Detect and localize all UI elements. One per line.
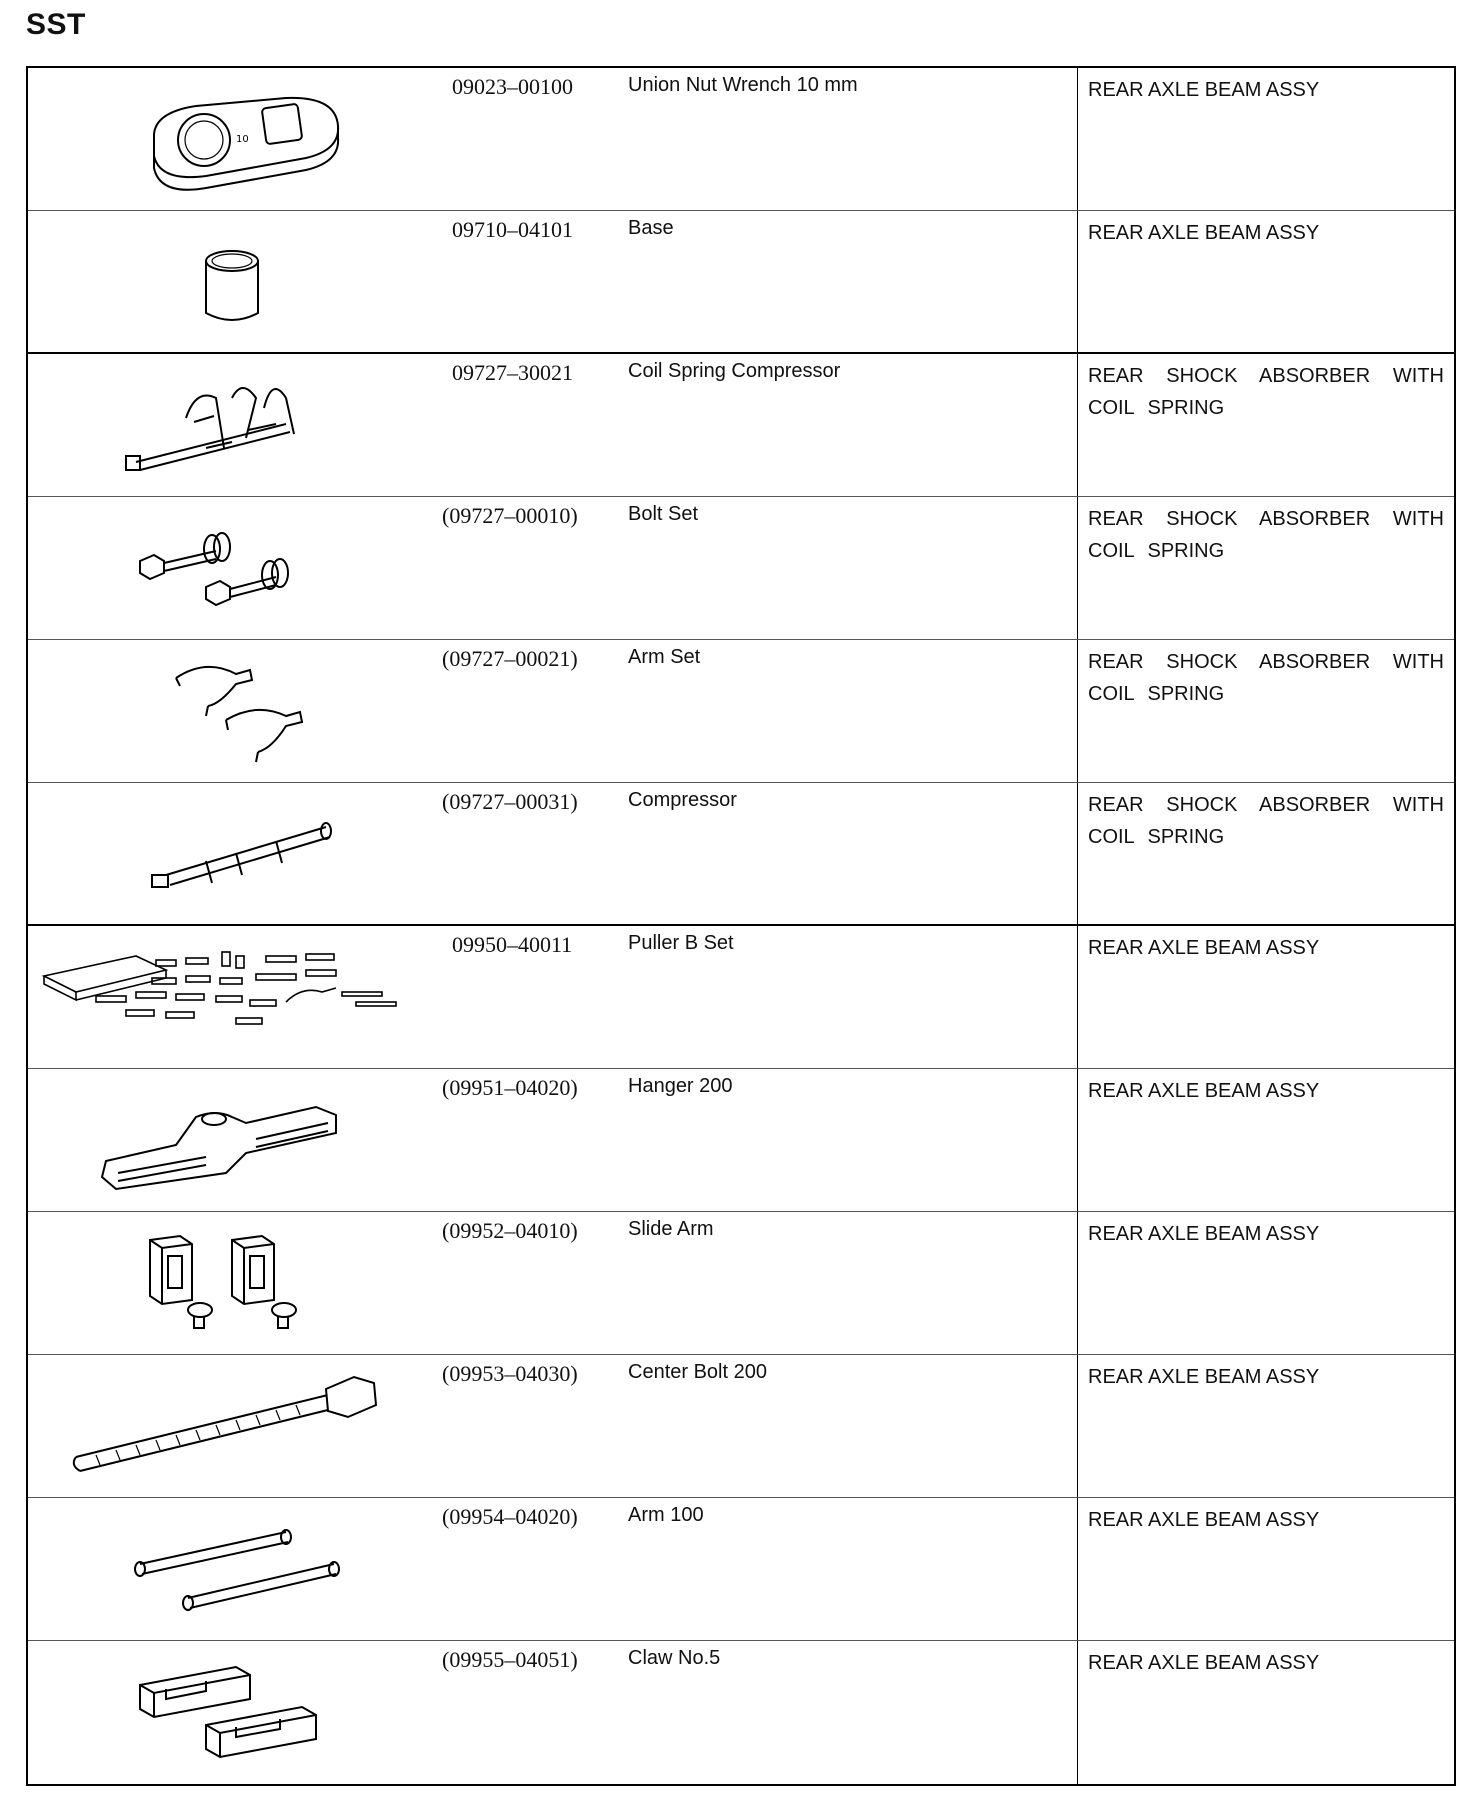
arm-set-icon: [36, 644, 446, 778]
tool-name: Claw No.5: [628, 1647, 721, 1669]
part-number: 09023–00100: [452, 74, 573, 99]
tool-usage: REAR SHOCK ABSORBER WITH COIL SPRING: [1088, 508, 1444, 562]
table-row: [28, 1212, 1454, 1355]
tool-usage: REAR AXLE BEAM ASSY: [1088, 1652, 1320, 1674]
compressor-icon: [36, 787, 446, 921]
tool-usage: REAR AXLE BEAM ASSY: [1088, 79, 1320, 101]
tool-usage: REAR AXLE BEAM ASSY: [1088, 1366, 1320, 1388]
coil-spring-compressor-icon: [36, 358, 446, 492]
sst-table: [26, 66, 1456, 1786]
column-divider: [1077, 68, 1078, 210]
column-divider: [1077, 1069, 1078, 1211]
bolt-set-icon: [36, 501, 446, 635]
table-row: [28, 497, 1454, 640]
part-number: (09953–04030): [442, 1361, 578, 1386]
column-divider: [1077, 211, 1078, 352]
tool-name: Bolt Set: [628, 503, 699, 525]
base-icon: [36, 215, 446, 349]
slide-arm-icon: [36, 1216, 446, 1350]
table-row: [28, 1355, 1454, 1498]
tool-name: Arm 100: [628, 1504, 704, 1526]
part-number: (09955–04051): [442, 1647, 578, 1672]
tool-usage: REAR SHOCK ABSORBER WITH COIL SPRING: [1088, 365, 1444, 419]
part-number: (09727–00031): [442, 789, 578, 814]
column-divider: [1077, 1498, 1078, 1640]
claw-icon: [36, 1645, 446, 1779]
part-number: (09727–00021): [442, 646, 578, 671]
column-divider: [1077, 1641, 1078, 1784]
column-divider: [1077, 1355, 1078, 1497]
tool-name: Base: [628, 217, 674, 239]
part-number: (09954–04020): [442, 1504, 578, 1529]
tool-usage: REAR AXLE BEAM ASSY: [1088, 1223, 1320, 1245]
table-row: [28, 354, 1454, 497]
tool-usage: REAR AXLE BEAM ASSY: [1088, 937, 1320, 959]
table-row: [28, 211, 1454, 354]
svg-text:10: 10: [236, 134, 249, 145]
arm-icon: [36, 1502, 446, 1636]
table-row: [28, 640, 1454, 783]
table-row: [28, 1069, 1454, 1212]
tool-usage: REAR SHOCK ABSORBER WITH COIL SPRING: [1088, 794, 1444, 848]
tool-name: Coil Spring Compressor: [628, 360, 841, 382]
part-number: (09727–00010): [442, 503, 578, 528]
column-divider: [1077, 1212, 1078, 1354]
table-row: [28, 783, 1454, 926]
center-bolt-icon: [36, 1359, 446, 1493]
part-number: 09950–40011: [452, 932, 573, 957]
tool-usage: REAR AXLE BEAM ASSY: [1088, 1080, 1320, 1102]
tool-name: Arm Set: [628, 646, 701, 668]
column-divider: [1077, 640, 1078, 782]
column-divider: [1077, 783, 1078, 924]
column-divider: [1077, 926, 1078, 1068]
part-number: (09951–04020): [442, 1075, 578, 1100]
page-title: SST: [26, 8, 86, 41]
tool-usage: REAR AXLE BEAM ASSY: [1088, 1509, 1320, 1531]
column-divider: [1077, 354, 1078, 496]
tool-name: Center Bolt 200: [628, 1361, 767, 1383]
tool-usage: REAR SHOCK ABSORBER WITH COIL SPRING: [1088, 651, 1444, 705]
tool-name: Compressor: [628, 789, 737, 811]
table-row: [28, 1641, 1454, 1784]
tool-name: Slide Arm: [628, 1218, 714, 1240]
table-row: [28, 1498, 1454, 1641]
column-divider: [1077, 497, 1078, 639]
union-nut-wrench-icon: [36, 72, 446, 206]
part-number: 09727–30021: [452, 360, 573, 385]
part-number: (09952–04010): [442, 1218, 578, 1243]
tool-name: Hanger 200: [628, 1075, 733, 1097]
table-row: [28, 926, 1454, 1069]
hanger-icon: [36, 1073, 446, 1207]
table-row: [28, 68, 1454, 211]
part-number: 09710–04101: [452, 217, 573, 242]
tool-name: Union Nut Wrench 10 mm: [628, 74, 858, 96]
tool-usage: REAR AXLE BEAM ASSY: [1088, 222, 1320, 244]
tool-name: Puller B Set: [628, 932, 734, 954]
puller-b-set-icon: [36, 930, 446, 1064]
